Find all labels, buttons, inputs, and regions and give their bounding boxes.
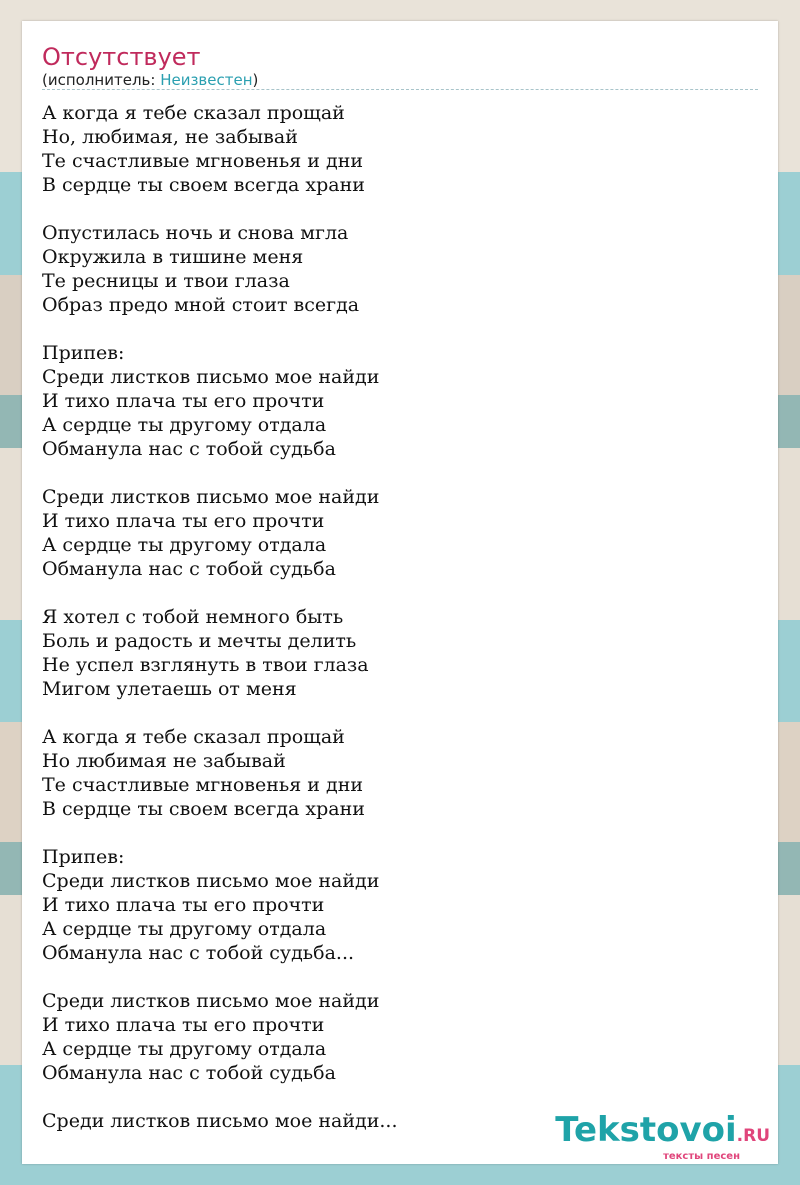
lyric-line: Обманула нас с тобой судьба...	[42, 942, 355, 964]
lyric-line: А когда я тебе сказал прощай	[42, 102, 345, 124]
lyrics-card	[22, 21, 778, 1164]
lyric-line: И тихо плача ты его прочти	[42, 510, 325, 532]
lyric-line: В сердце ты своем всегда храни	[42, 798, 365, 820]
lyric-line	[42, 1085, 398, 1109]
lyric-line	[42, 701, 398, 725]
lyric-line: Но, любимая, не забывай	[42, 126, 298, 148]
lyric-line: А сердце ты другому отдала	[42, 414, 327, 436]
lyric-line	[42, 821, 398, 845]
artist-byline	[42, 71, 258, 89]
lyric-line: Среди листков письмо мое найди	[42, 990, 380, 1012]
byline-prefix: (исполнитель:	[42, 71, 161, 89]
lyric-line: А сердце ты другому отдала	[42, 918, 327, 940]
lyric-line: И тихо плача ты его прочти	[42, 894, 325, 916]
lyric-line: И тихо плача ты его прочти	[42, 390, 325, 412]
site-logo[interactable]	[555, 1112, 770, 1162]
lyric-line: А сердце ты другому отдала	[42, 534, 327, 556]
lyrics-text	[42, 101, 398, 1133]
lyric-line: Опустилась ночь и снова мгла	[42, 222, 349, 244]
lyric-line	[42, 197, 398, 221]
lyric-line: Среди листков письмо мое найди...	[42, 1110, 398, 1132]
lyric-line: Те ресницы и твои глаза	[42, 270, 290, 292]
byline-suffix: )	[252, 71, 259, 89]
lyric-line: Припев:	[42, 342, 125, 364]
logo-name: Tekstovoi	[555, 1110, 737, 1150]
lyric-line: Я хотел с тобой немного быть	[42, 606, 344, 628]
lyric-line	[42, 461, 398, 485]
title-divider	[42, 89, 758, 90]
lyric-line: Образ предо мной стоит всегда	[42, 294, 360, 316]
lyric-line: Мигом улетаешь от меня	[42, 678, 297, 700]
lyric-line	[42, 317, 398, 341]
song-title: Отсутствует	[42, 43, 201, 71]
lyric-line: Но любимая не забывай	[42, 750, 286, 772]
logo-tagline: тексты песен	[663, 1151, 740, 1162]
lyric-line: Среди листков письмо мое найди	[42, 366, 380, 388]
lyric-line: Не успел взглянуть в твои глаза	[42, 654, 369, 676]
lyric-line: И тихо плача ты его прочти	[42, 1014, 325, 1036]
lyric-line: А когда я тебе сказал прощай	[42, 726, 345, 748]
lyric-line: В сердце ты своем всегда храни	[42, 174, 365, 196]
lyric-line	[42, 965, 398, 989]
lyric-line	[42, 581, 398, 605]
lyric-line: Среди листков письмо мое найди	[42, 870, 380, 892]
logo-tld: .RU	[736, 1126, 770, 1146]
lyric-line: А сердце ты другому отдала	[42, 1038, 327, 1060]
lyric-line: Обманула нас с тобой судьба	[42, 558, 336, 580]
lyric-line: Обманула нас с тобой судьба	[42, 1062, 336, 1084]
lyric-line: Обманула нас с тобой судьба	[42, 438, 336, 460]
lyric-line: Припев:	[42, 846, 125, 868]
lyric-line: Боль и радость и мечты делить	[42, 630, 357, 652]
lyric-line: Среди листков письмо мое найди	[42, 486, 380, 508]
artist-link[interactable]: Неизвестен	[160, 71, 253, 89]
lyric-line: Те счастливые мгновенья и дни	[42, 774, 364, 796]
lyric-line: Те счастливые мгновенья и дни	[42, 150, 364, 172]
lyric-line: Окружила в тишине меня	[42, 246, 304, 268]
